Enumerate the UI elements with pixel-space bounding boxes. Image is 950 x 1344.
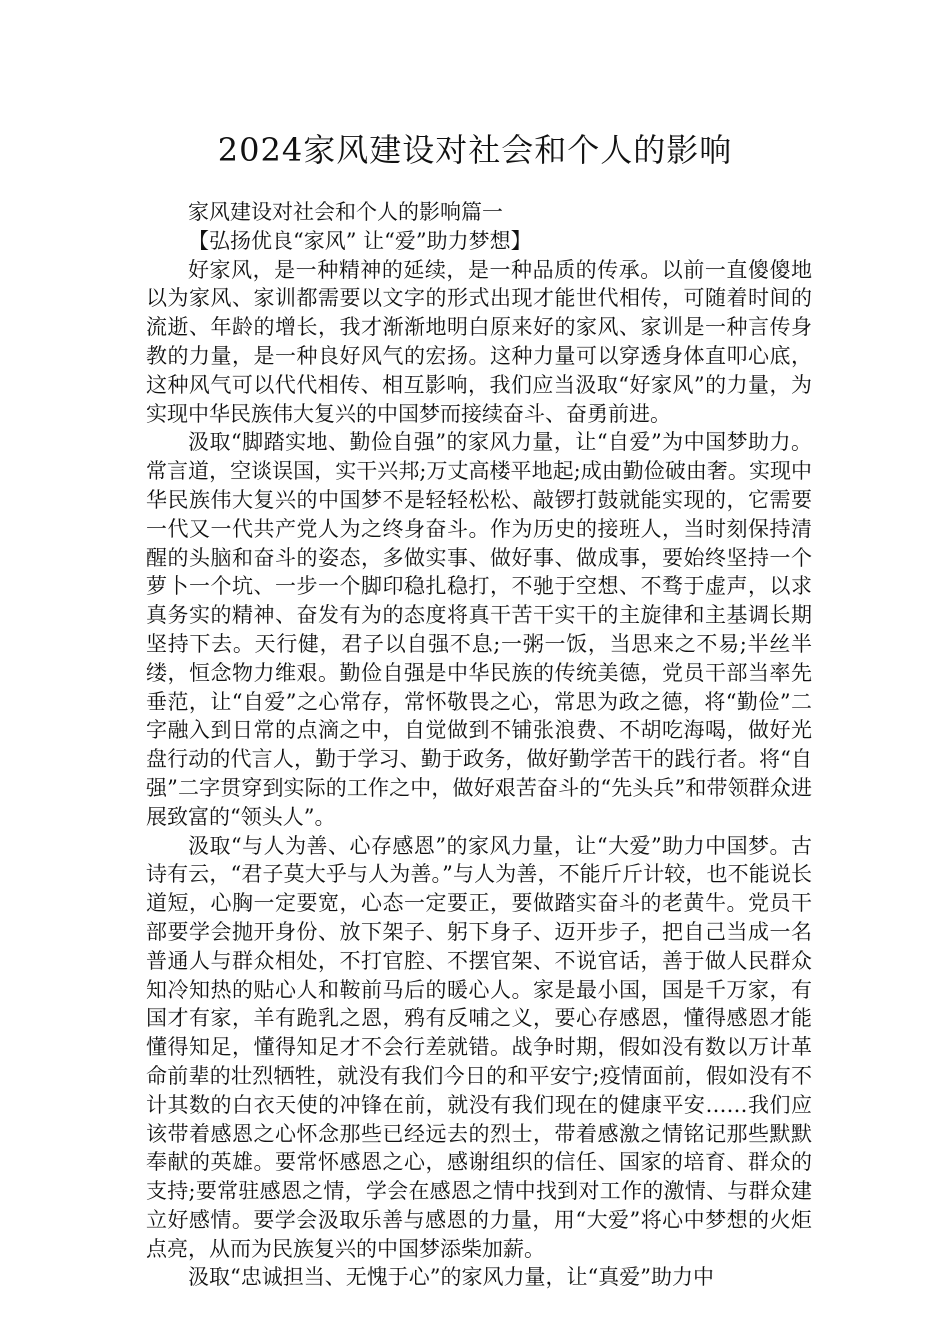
- paragraph-3: 汲取“与人为善、心存感恩”的家风力量，让“大爱”助力中国梦。古诗有云，“君子莫大乎与人为善。”与人为善，不能斤斤计较，也不能说长道短，心胸一定要宽，心态一定要正，要做踏实奋斗的老黄牛。党员干部要学会抛开身份、放下架子、躬下身子、迈开步子，把自己当成一名普通人与群众相处，不打官腔、不摆官架、不说官话，善于做人民群众知冷知热的贴心人和鞍前马后的暖心人。家是最小国，国是千万家，有国才有家，羊有跪乳之恩，鸦有反哺之义，要心存感恩，懂得感恩才能懂得知足，懂得知足才不会行差就错。战争时期，假如没有数以万计革命前辈的壮烈牺牲，就没有我们今日的和平安宁;疫情面前，假如没有不计其数的白衣天使的冲锋在前，就没有我们现在的健康平安……我们应该带着感恩之心怀念那些已经远去的烈士，带着感激之情铭记那些默默奉献的英雄。要常怀感恩之心，感谢组织的信任、国家的培育、群众的支持;要常驻感恩之情，学会在感恩之情中找到对工作的激情、与群众建立好感情。要学会汲取乐善与感恩的力量，用“大爱”将心中梦想的火炬点亮，从而为民族复兴的中国梦添柴加薪。: [146, 833, 812, 1261]
- paragraph-2: 汲取“脚踏实地、勤俭自强”的家风力量，让“自爱”为中国梦助力。常言道，空谈误国，实干兴邦;万丈高楼平地起;成由勤俭破由奢。实现中华民族伟大复兴的中国梦不是轻轻松松、敲锣打鼓就能实现的，它需要一代又一代共产党人为之终身奋斗。作为历史的接班人，当时刻保持清醒的头脑和奋斗的姿态，多做实事、做好事、做成事，要始终坚持一个萝卜一个坑、一步一个脚印稳扎稳打，不驰于空想、不骛于虚声，以求真务实的精神、奋发有为的态度将真干苦干实干的主旋律和主基调长期坚持下去。天行健，君子以自强不息;一粥一饭，当思来之不易;半丝半缕，恒念物力维艰。勤俭自强是中华民族的传统美德，党员干部当率先垂范，让“自爱”之心常存，常怀敬畏之心，常思为政之德，将“勤俭”二字融入到日常的点滴之中，自觉做到不铺张浪费、不胡吃海喝，做好光盘行动的代言人，勤于学习、勤于政务，做好勤学苦干的践行者。将“自强”二字贯穿到实际的工作之中，做好艰苦奋斗的“先头兵”和带领群众进展致富的“领头人”。: [146, 430, 812, 829]
- paragraph-4: 汲取“忠诚担当、无愧于心”的家风力量，让“真爱”助力中: [188, 1265, 714, 1290]
- document-title: 2024家风建设对社会和个人的影响: [217, 131, 733, 169]
- paragraph-1: 好家风，是一种精神的延续，是一种品质的传承。以前一直傻傻地以为家风、家训都需要以文字的形式出现才能世代相传，可随着时间的流逝、年龄的增长，我才渐渐地明白原来好的家风、家训是一种言传身教的力量，是一种良好风气的宏扬。这种力量可以穿透身体直叩心底，这种风气可以代代相传、相互影响，我们应当汲取“好家风”的力量，为实现中华民族伟大复兴的中国梦而接续奋斗、奋勇前进。: [146, 257, 812, 426]
- document-body: [146, 198, 812, 1292]
- sub-heading: 【弘扬优良“家风” 让“爱”助力梦想】: [188, 228, 532, 253]
- section-heading: 家风建设对社会和个人的影响篇一: [188, 200, 503, 224]
